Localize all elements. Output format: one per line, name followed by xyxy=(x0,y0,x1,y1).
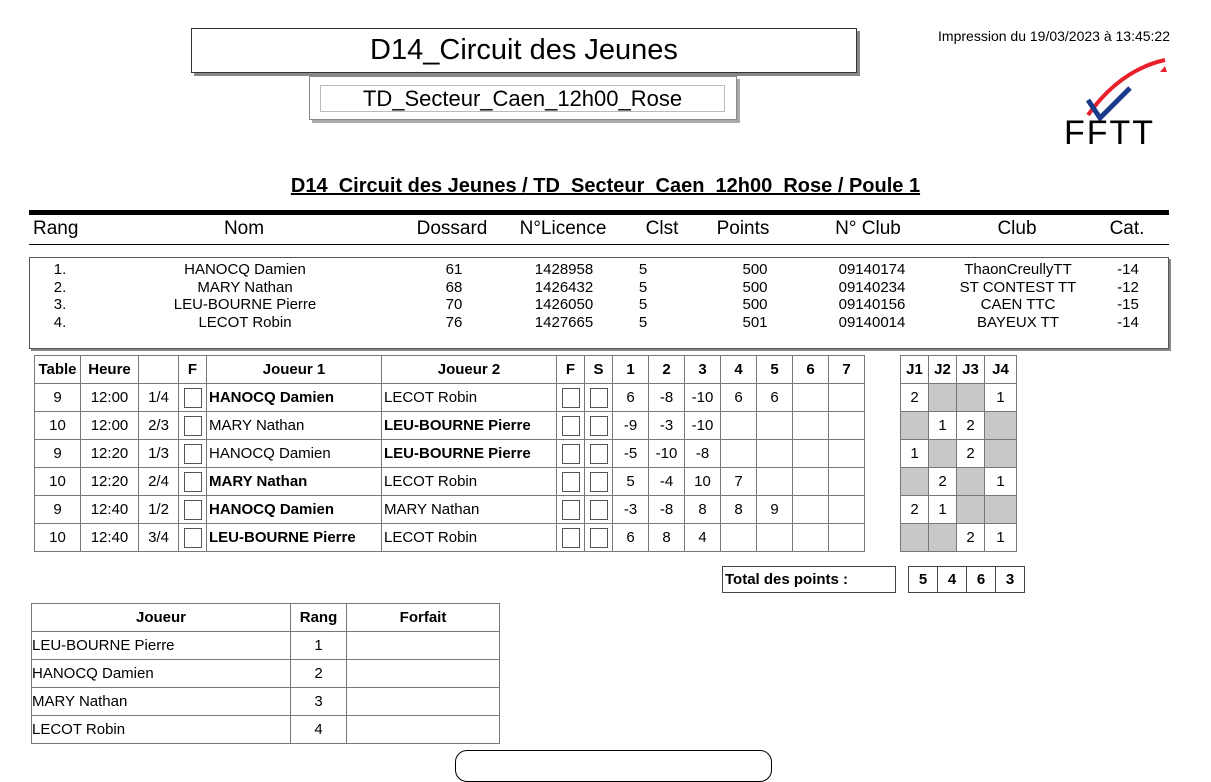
player-club: ST CONTEST TT xyxy=(959,278,1077,296)
set-score: -8 xyxy=(649,384,685,412)
set-score: 6 xyxy=(613,524,649,552)
player-club-no: 09140174 xyxy=(838,261,906,278)
player-points-j1: 2 xyxy=(901,496,929,524)
players-header-cell: Rang xyxy=(33,218,79,239)
print-date: Impression du 19/03/2023 à 13:45:22 xyxy=(938,28,1170,44)
player-points-j3: 2 xyxy=(957,440,985,468)
player-club-no: 09140014 xyxy=(838,313,906,331)
ranking-forfeit xyxy=(347,716,500,744)
match-time: 12:00 xyxy=(81,384,139,412)
subtitle-frame xyxy=(309,76,737,120)
ranking-table xyxy=(31,603,500,744)
matches-header-cell: Heure xyxy=(81,356,139,384)
player-points-j2 xyxy=(929,524,957,552)
matches-header-row xyxy=(35,356,1017,384)
match-player-2: MARY Nathan xyxy=(382,496,557,524)
ranking-player: HANOCQ Damien xyxy=(32,660,291,688)
set-score xyxy=(793,412,829,440)
match-time: 12:20 xyxy=(81,440,139,468)
ranking-position: 4 xyxy=(291,716,347,744)
match-player-1: MARY Nathan xyxy=(207,468,382,496)
player-points-j3: 2 xyxy=(957,412,985,440)
ranking-player: LECOT Robin xyxy=(32,716,291,744)
checkbox[interactable] xyxy=(184,444,202,464)
matches-header-cell: 4 xyxy=(721,356,757,384)
player-cat: -14 xyxy=(1117,313,1139,331)
matches-header-cell: 1 xyxy=(613,356,649,384)
match-table-number: 9 xyxy=(35,440,81,468)
player-nom: LEU-BOURNE Pierre xyxy=(173,296,317,313)
matches-header-cell: Table xyxy=(35,356,81,384)
totals-table xyxy=(722,566,1025,593)
ranking-forfeit xyxy=(347,632,500,660)
player-nom: HANOCQ Damien xyxy=(184,261,306,278)
players-box xyxy=(29,257,1169,349)
forfeit-checkbox-cell xyxy=(179,384,207,412)
player-dossard: 76 xyxy=(445,313,463,331)
match-pairing: 1/3 xyxy=(139,440,179,468)
matches-table xyxy=(34,355,1017,552)
forfeit-checkbox-cell xyxy=(179,468,207,496)
player-points-j4: 1 xyxy=(985,468,1017,496)
player-points-j2: 1 xyxy=(929,496,957,524)
set-score: 8 xyxy=(721,496,757,524)
score-checkbox-cell xyxy=(585,496,613,524)
player-clst: 5 xyxy=(638,313,648,331)
matches-header-cell: Joueur 1 xyxy=(207,356,382,384)
spacer-cell xyxy=(865,468,901,496)
spacer-cell xyxy=(865,412,901,440)
player-points-j4 xyxy=(985,412,1017,440)
total-points: 4 xyxy=(938,567,967,593)
players-header-cell: Clst xyxy=(645,218,679,239)
spacer-cell xyxy=(865,524,901,552)
set-score: -3 xyxy=(613,496,649,524)
match-time: 12:20 xyxy=(81,468,139,496)
match-row xyxy=(35,496,1017,524)
player-points-j3 xyxy=(957,496,985,524)
bottom-frame xyxy=(455,750,772,782)
match-pairing: 3/4 xyxy=(139,524,179,552)
matches-header-cell: F xyxy=(557,356,585,384)
checkbox[interactable] xyxy=(590,416,608,436)
match-table-number: 10 xyxy=(35,468,81,496)
ranking-row xyxy=(32,716,500,744)
ranking-position: 1 xyxy=(291,632,347,660)
checkbox[interactable] xyxy=(184,472,202,492)
player-points-j4: 1 xyxy=(985,524,1017,552)
set-score xyxy=(793,468,829,496)
set-score: -4 xyxy=(649,468,685,496)
set-score: 10 xyxy=(685,468,721,496)
player-points-j2: 2 xyxy=(929,468,957,496)
forfeit-checkbox-cell xyxy=(179,440,207,468)
spacer-cell xyxy=(865,496,901,524)
player-rang: 1. xyxy=(53,261,67,278)
match-table-number: 9 xyxy=(35,496,81,524)
set-score: 5 xyxy=(613,468,649,496)
set-score xyxy=(793,496,829,524)
checkbox[interactable] xyxy=(184,416,202,436)
player-nom: MARY Nathan xyxy=(197,278,293,296)
score-checkbox-cell xyxy=(585,440,613,468)
document-title: D14_Circuit des Jeunes xyxy=(191,28,857,73)
player-club: CAEN TTC xyxy=(980,296,1056,313)
match-row xyxy=(35,384,1017,412)
match-time: 12:00 xyxy=(81,412,139,440)
forfeit-checkbox-cell xyxy=(179,496,207,524)
player-licence: 1427665 xyxy=(534,313,594,331)
matches-header-cell: J2 xyxy=(929,356,957,384)
matches-header-cell: J1 xyxy=(901,356,929,384)
ranking-header-cell: Joueur xyxy=(32,604,291,632)
player-points-j3 xyxy=(957,468,985,496)
match-table-number: 10 xyxy=(35,412,81,440)
checkbox[interactable] xyxy=(184,528,202,548)
player-points-j4 xyxy=(985,496,1017,524)
player-points-j1 xyxy=(901,412,929,440)
match-row xyxy=(35,440,1017,468)
set-score xyxy=(829,524,865,552)
forfeit-checkbox-cell xyxy=(557,468,585,496)
player-clst: 5 xyxy=(638,296,648,313)
player-nom: LECOT Robin xyxy=(198,313,292,331)
match-pairing: 1/4 xyxy=(139,384,179,412)
player-points: 500 xyxy=(742,278,768,296)
ranking-header-cell: Rang xyxy=(291,604,347,632)
score-checkbox-cell xyxy=(585,468,613,496)
player-clst: 5 xyxy=(638,261,648,278)
ranking-player: MARY Nathan xyxy=(32,688,291,716)
forfeit-checkbox-cell xyxy=(557,524,585,552)
match-player-2: LECOT Robin xyxy=(382,468,557,496)
set-score: -8 xyxy=(685,440,721,468)
match-player-1: LEU-BOURNE Pierre xyxy=(207,524,382,552)
player-dossard: 70 xyxy=(445,296,463,313)
player-points: 501 xyxy=(742,313,768,331)
forfeit-checkbox-cell xyxy=(179,412,207,440)
ranking-header-row xyxy=(32,604,500,632)
player-club: BAYEUX TT xyxy=(977,313,1059,331)
player-points-j4: 1 xyxy=(985,384,1017,412)
player-club-no: 09140234 xyxy=(838,278,906,296)
set-score: -10 xyxy=(685,412,721,440)
checkbox[interactable] xyxy=(590,500,608,520)
set-score xyxy=(829,468,865,496)
player-points-j3 xyxy=(957,384,985,412)
match-pairing: 2/4 xyxy=(139,468,179,496)
totals-row xyxy=(723,567,1025,593)
set-score xyxy=(829,384,865,412)
set-score: 7 xyxy=(721,468,757,496)
checkbox[interactable] xyxy=(590,444,608,464)
total-points: 6 xyxy=(967,567,996,593)
set-score: -10 xyxy=(649,440,685,468)
matches-header-cell: F xyxy=(179,356,207,384)
spacer-cell xyxy=(865,384,901,412)
match-player-1: HANOCQ Damien xyxy=(207,496,382,524)
ranking-header-cell: Forfait xyxy=(347,604,500,632)
match-player-2: LEU-BOURNE Pierre xyxy=(382,440,557,468)
checkbox[interactable] xyxy=(590,528,608,548)
matches-header-cell xyxy=(139,356,179,384)
set-score: -8 xyxy=(649,496,685,524)
fftt-logo xyxy=(1060,50,1180,150)
total-points: 3 xyxy=(996,567,1025,593)
player-dossard: 68 xyxy=(445,278,463,296)
set-score: -9 xyxy=(613,412,649,440)
match-player-1: HANOCQ Damien xyxy=(207,384,382,412)
set-score xyxy=(757,440,793,468)
player-rang: 3. xyxy=(53,296,67,313)
ranking-player: LEU-BOURNE Pierre xyxy=(32,632,291,660)
totals-label: Total des points : xyxy=(723,567,896,593)
total-points: 5 xyxy=(909,567,938,593)
set-score: -10 xyxy=(685,384,721,412)
checkbox[interactable] xyxy=(590,472,608,492)
matches-header-cell: J4 xyxy=(985,356,1017,384)
header-rule xyxy=(29,210,1169,215)
ranking-row xyxy=(32,660,500,688)
set-score xyxy=(721,412,757,440)
logo-swoosh-accent xyxy=(1160,66,1167,72)
forfeit-checkbox-cell xyxy=(557,496,585,524)
match-pairing: 2/3 xyxy=(139,412,179,440)
checkbox[interactable] xyxy=(562,472,580,492)
set-score xyxy=(721,440,757,468)
match-pairing: 1/2 xyxy=(139,496,179,524)
match-row xyxy=(35,524,1017,552)
player-points-j1 xyxy=(901,468,929,496)
set-score xyxy=(793,440,829,468)
ranking-forfeit xyxy=(347,660,500,688)
checkbox[interactable] xyxy=(562,444,580,464)
player-licence: 1426050 xyxy=(534,296,594,313)
player-licence: 1428958 xyxy=(534,261,594,278)
player-points-j1: 1 xyxy=(901,440,929,468)
set-score: 6 xyxy=(721,384,757,412)
player-points: 500 xyxy=(742,296,768,313)
player-points-j2: 1 xyxy=(929,412,957,440)
matches-header-cell: Joueur 2 xyxy=(382,356,557,384)
score-checkbox-cell xyxy=(585,384,613,412)
spacer-cell xyxy=(865,356,901,384)
matches-header-cell: 6 xyxy=(793,356,829,384)
players-header-cell: Club xyxy=(997,218,1037,239)
set-score xyxy=(757,468,793,496)
player-club-no: 09140156 xyxy=(838,296,906,313)
set-score xyxy=(793,384,829,412)
match-player-1: MARY Nathan xyxy=(207,412,382,440)
matches-header-cell: S xyxy=(585,356,613,384)
player-points-j3: 2 xyxy=(957,524,985,552)
score-checkbox-cell xyxy=(585,412,613,440)
players-header-cell: N°Licence xyxy=(519,218,607,239)
player-club: ThaonCreullyTT xyxy=(964,261,1072,278)
match-player-2: LEU-BOURNE Pierre xyxy=(382,412,557,440)
set-score xyxy=(757,412,793,440)
match-player-1: HANOCQ Damien xyxy=(207,440,382,468)
header-underline xyxy=(29,244,1169,245)
score-checkbox-cell xyxy=(585,524,613,552)
set-score xyxy=(829,440,865,468)
set-score: 6 xyxy=(757,384,793,412)
player-cat: -15 xyxy=(1117,296,1139,313)
set-score: -3 xyxy=(649,412,685,440)
match-table-number: 9 xyxy=(35,384,81,412)
ranking-position: 2 xyxy=(291,660,347,688)
player-points: 500 xyxy=(742,261,768,278)
player-points-j2 xyxy=(929,440,957,468)
player-licence: 1426432 xyxy=(534,278,594,296)
logo-swoosh xyxy=(1088,60,1165,115)
players-header-cell: Dossard xyxy=(416,218,488,239)
players-header-cell: Points xyxy=(716,218,770,239)
forfeit-checkbox-cell xyxy=(557,384,585,412)
player-points-j4 xyxy=(985,440,1017,468)
player-rang: 4. xyxy=(53,313,67,331)
matches-header-cell: 5 xyxy=(757,356,793,384)
checkbox[interactable] xyxy=(590,388,608,408)
players-header-cell: Nom xyxy=(223,218,265,239)
player-clst: 5 xyxy=(638,278,648,296)
checkbox[interactable] xyxy=(184,500,202,520)
ranking-row xyxy=(32,688,500,716)
set-score xyxy=(793,524,829,552)
matches-header-cell: 2 xyxy=(649,356,685,384)
poule-heading: D14_Circuit des Jeunes / TD_Secteur_Caen_12h00_Rose / Poule 1 xyxy=(290,175,921,197)
set-score: 9 xyxy=(757,496,793,524)
match-player-2: LECOT Robin xyxy=(382,524,557,552)
checkbox[interactable] xyxy=(562,528,580,548)
set-score: 4 xyxy=(685,524,721,552)
set-score xyxy=(721,524,757,552)
matches-header-cell: J3 xyxy=(957,356,985,384)
forfeit-checkbox-cell xyxy=(179,524,207,552)
set-score: 8 xyxy=(685,496,721,524)
set-score xyxy=(829,412,865,440)
ranking-position: 3 xyxy=(291,688,347,716)
set-score: 8 xyxy=(649,524,685,552)
player-cat: -12 xyxy=(1117,278,1139,296)
players-header-cell: N° Club xyxy=(835,218,901,239)
player-points-j1: 2 xyxy=(901,384,929,412)
match-row xyxy=(35,468,1017,496)
player-cat: -14 xyxy=(1117,261,1139,278)
forfeit-checkbox-cell xyxy=(557,412,585,440)
forfeit-checkbox-cell xyxy=(557,440,585,468)
match-row xyxy=(35,412,1017,440)
set-score: -5 xyxy=(613,440,649,468)
checkbox[interactable] xyxy=(562,388,580,408)
logo-text: FFTT xyxy=(1064,114,1156,150)
ranking-row xyxy=(32,632,500,660)
player-rang: 2. xyxy=(53,278,67,296)
match-table-number: 10 xyxy=(35,524,81,552)
matches-header-cell: 7 xyxy=(829,356,865,384)
spacer-cell xyxy=(896,567,909,593)
checkbox[interactable] xyxy=(562,416,580,436)
set-score xyxy=(757,524,793,552)
set-score: 6 xyxy=(613,384,649,412)
player-points-j1 xyxy=(901,524,929,552)
checkbox[interactable] xyxy=(184,388,202,408)
match-time: 12:40 xyxy=(81,496,139,524)
player-points-j2 xyxy=(929,384,957,412)
match-player-2: LECOT Robin xyxy=(382,384,557,412)
spacer-cell xyxy=(865,440,901,468)
players-header-cell: Cat. xyxy=(1109,218,1145,239)
matches-header-cell: 3 xyxy=(685,356,721,384)
match-time: 12:40 xyxy=(81,524,139,552)
set-score xyxy=(829,496,865,524)
document-subtitle: TD_Secteur_Caen_12h00_Rose xyxy=(320,85,725,112)
checkbox[interactable] xyxy=(562,500,580,520)
ranking-forfeit xyxy=(347,688,500,716)
player-dossard: 61 xyxy=(445,261,463,278)
